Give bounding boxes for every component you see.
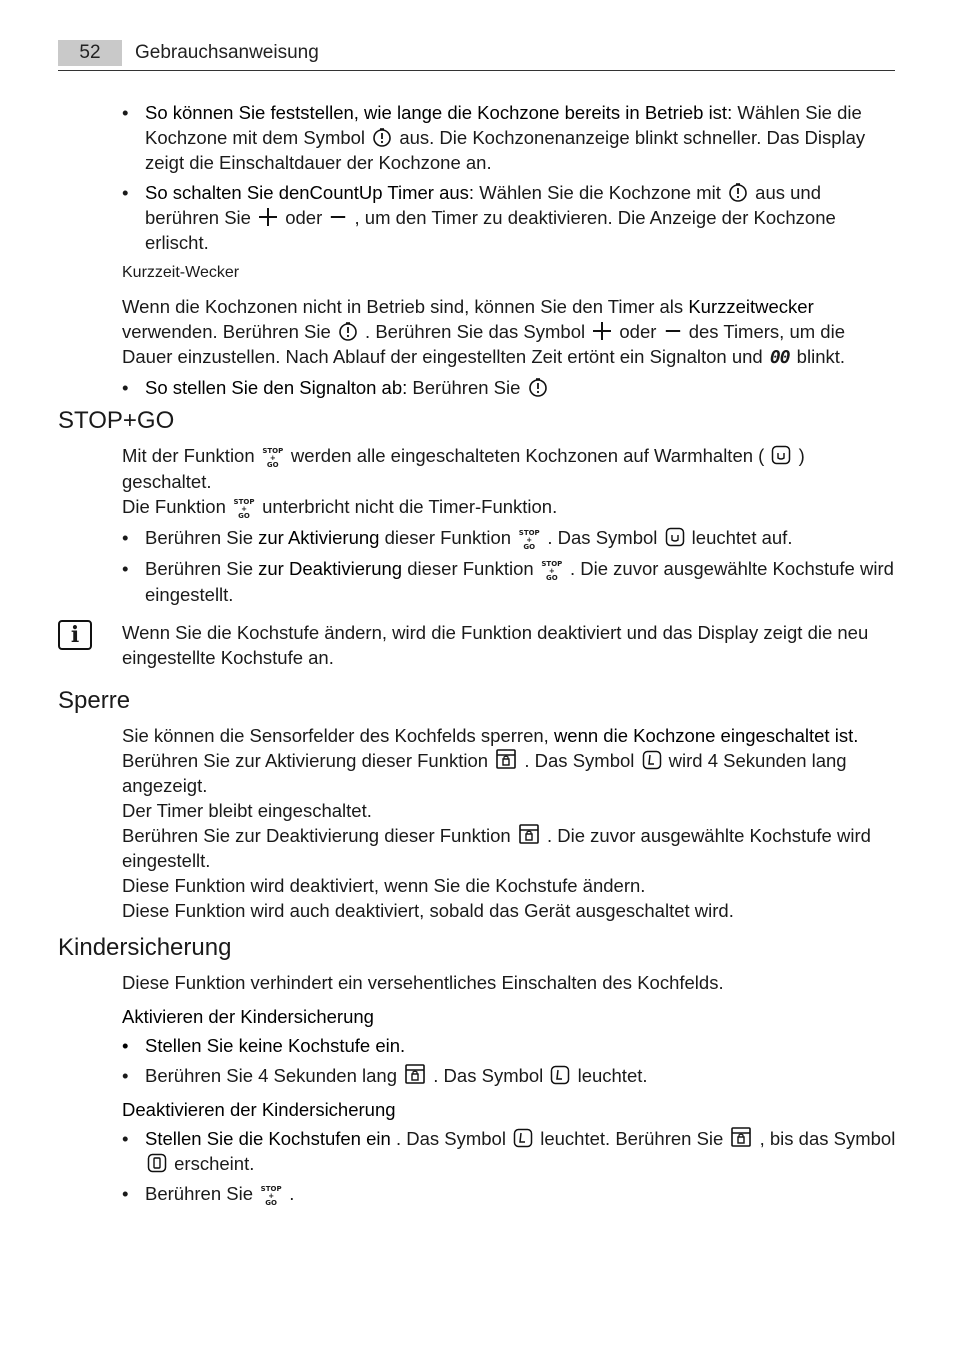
text: . Das Symbol: [428, 1065, 549, 1086]
section-heading: Kindersicherung: [58, 934, 232, 961]
list-item: • Stellen Sie keine Kochstufe ein.: [122, 1033, 898, 1058]
stop-go-icon-line: GO: [266, 461, 279, 469]
lock-display-icon: [550, 1065, 570, 1085]
text: Berühren Sie zur Aktivierung dieser Funktion: [122, 750, 494, 771]
bold-text: So können Sie feststellen, wie lange die Kochzone bereits in Betrieb ist:: [145, 102, 733, 123]
bold-text: zur Deaktivierung: [258, 558, 403, 579]
stop-go-icon-line: STOP: [518, 529, 540, 537]
text: ) geschaltet.: [122, 445, 805, 492]
plus-icon: [592, 321, 612, 341]
text: Wählen Sie die Kochzone mit: [474, 182, 727, 203]
stop-go-icon-line: STOP: [233, 498, 255, 506]
text: . Das Symbol: [390, 1128, 512, 1149]
text: dieser Funktion: [402, 558, 539, 579]
text: . Berühren Sie das Symbol: [359, 321, 591, 342]
text: Berühren Sie: [145, 1183, 259, 1204]
text: .: [284, 1183, 295, 1204]
paragraph: Der Timer bleibt eingeschaltet.: [122, 800, 372, 821]
text: Berühren Sie zur Deaktivierung dieser Funktion: [122, 825, 516, 846]
text: dieser Funktion: [379, 527, 517, 548]
stop-go-icon-line: STOP: [262, 447, 284, 455]
stop-go-icon-line: +: [241, 505, 247, 513]
minus-icon: [664, 321, 682, 341]
text: Wenn die Kochzonen nicht in Betrieb sind, können Sie den Timer als: [122, 296, 689, 317]
bold-text: wenn die Kochzone eingeschaltet ist.: [553, 725, 859, 746]
plus-icon: [258, 207, 278, 227]
text: Sie können die Sensorfelder des Kochfelds sperren,: [122, 725, 554, 746]
list-item: [122, 100, 898, 175]
stop-go-icon: [518, 530, 540, 551]
note-text: Wenn Sie die Kochstufe ändern, wird die Funktion deaktiviert und das Display zeigt die neu eingestellte Kochstufe an.: [122, 622, 869, 668]
text: des Timers, um die Dauer einzustellen. Nach Ablauf der eingestellten Zeit ertönt ein Signalton und: [122, 321, 845, 367]
section-heading: STOP+GO: [58, 407, 175, 434]
text: blinkt.: [791, 346, 846, 367]
minus-icon: [329, 207, 347, 227]
header-title: Gebrauchsanweisung: [135, 42, 319, 63]
stop-go-icon-line: +: [269, 454, 276, 462]
stop-go-icon: [260, 1186, 282, 1207]
text: aus. Die Kochzonenanzeige blinkt schneller. Das Display zeigt die Einschaltdauer der Kochzone an.: [145, 127, 866, 173]
list-item: [122, 180, 898, 255]
lock-icon: [495, 748, 517, 770]
zero-level-icon: [147, 1153, 167, 1173]
text: . Das Symbol: [542, 527, 663, 548]
list-item: [122, 375, 898, 400]
list-item: [122, 1181, 898, 1207]
info-note: [58, 620, 898, 670]
stop-go-icon: [262, 448, 284, 469]
text: Mit der Funktion: [122, 445, 260, 466]
text: , bis das Symbol: [754, 1128, 896, 1149]
stop-go-icon-line: +: [548, 567, 555, 575]
stop-go-icon-line: STOP: [260, 1185, 282, 1193]
timer-icon: [372, 127, 392, 147]
stop-go-icon-line: +: [268, 1192, 275, 1200]
bold-text: Stellen Sie die Kochstufen ein: [145, 1128, 391, 1149]
stop-go-icon: [233, 499, 255, 520]
paragraph: Diese Funktion wird deaktiviert, wenn Sie die Kochstufe ändern.: [122, 875, 646, 896]
paragraph: Diese Funktion verhindert ein versehentliches Einschalten des Kochfelds.: [122, 972, 724, 993]
text: . Die zuvor ausgewählte Kochstufe wird eingestellt.: [145, 558, 894, 605]
text: erscheint.: [169, 1153, 255, 1174]
subheading: Deaktivieren der Kindersicherung: [122, 1099, 396, 1120]
text: Berühren Sie 4 Sekunden lang: [145, 1065, 403, 1086]
paragraph: [122, 823, 898, 873]
page-content: [58, 100, 898, 1212]
text: wird 4 Sekunden lang angezeigt.: [122, 750, 847, 796]
bold-text: zur Aktivierung: [258, 527, 380, 548]
stop-go-icon-line: GO: [265, 1199, 277, 1207]
list-item: [122, 556, 898, 607]
paragraph: [122, 294, 898, 370]
stop-go-icon-line: GO: [545, 574, 558, 582]
paragraph: [122, 443, 898, 494]
timer-icon: [338, 321, 358, 341]
text: oder: [614, 321, 662, 342]
text: . Die zuvor ausgewählte Kochstufe wird eingestellt.: [122, 825, 871, 871]
text: leuchtet. Berühren Sie: [535, 1128, 729, 1149]
timer-icon: [728, 182, 748, 202]
text: unterbricht nicht die Timer-Funktion.: [257, 496, 558, 517]
text: verwenden. Berühren Sie: [122, 321, 336, 342]
bold-text: Kurzzeitwecker: [688, 296, 814, 317]
lock-display-icon: [513, 1128, 533, 1148]
page-header: [58, 40, 895, 71]
lock-icon: [404, 1063, 426, 1085]
paragraph: [122, 748, 898, 798]
timer-icon: [528, 377, 548, 397]
paragraph: [122, 494, 898, 520]
text: , um den Timer zu deaktivieren. Die Anzeige der Kochzone erlischt.: [145, 207, 836, 253]
stop-go-icon-line: STOP: [541, 560, 563, 568]
text: oder: [280, 207, 328, 228]
text: Wählen Sie die Kochzone mit dem Symbol: [145, 102, 862, 148]
subheading: Kurzzeit-Wecker: [122, 264, 240, 281]
text: Berühren Sie: [145, 527, 259, 548]
lock-display-icon: [642, 750, 662, 770]
list-item: [122, 525, 898, 551]
list-item: [122, 1126, 898, 1176]
text: Die Funktion: [122, 496, 231, 517]
text: Berühren Sie: [407, 377, 526, 398]
lock-icon: [730, 1126, 752, 1148]
keep-warm-icon: [665, 527, 685, 547]
stop-go-icon: [541, 561, 563, 582]
lock-icon: [518, 823, 540, 845]
text: . Das Symbol: [519, 750, 640, 771]
page-number: 52: [58, 40, 122, 66]
text: leuchtet.: [572, 1065, 648, 1086]
info-icon: i: [58, 620, 92, 650]
bold-text: So stellen Sie den Signalton ab:: [145, 377, 408, 398]
bold-text: So schalten Sie denCountUp Timer aus:: [145, 182, 475, 203]
stop-go-icon-line: +: [526, 536, 533, 544]
stop-go-icon-line: GO: [523, 543, 536, 551]
text: werden alle eingeschalteten Kochzonen auf Warmhalten (: [285, 445, 770, 466]
list-item: [122, 1063, 898, 1088]
paragraph: [122, 723, 898, 748]
section-heading: Sperre: [58, 687, 131, 714]
keep-warm-icon: [771, 445, 791, 465]
subheading: Aktivieren der Kindersicherung: [122, 1006, 374, 1027]
display-segment: 00: [769, 347, 790, 368]
text: aus und berühren Sie: [145, 182, 821, 228]
stop-go-icon-line: GO: [238, 512, 250, 520]
paragraph: Diese Funktion wird auch deaktiviert, sobald das Gerät ausgeschaltet wird.: [122, 900, 734, 921]
text: Berühren Sie: [145, 558, 259, 579]
text: leuchtet auf.: [686, 527, 793, 548]
